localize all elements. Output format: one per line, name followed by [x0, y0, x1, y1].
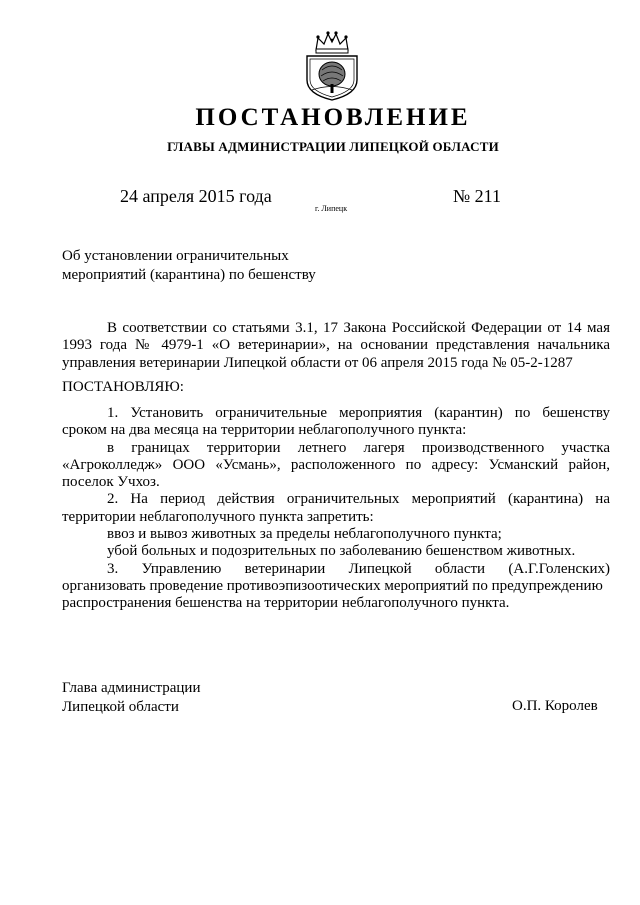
preamble-line: 1993 года № 4979-1 «О ветеринарии», на основании представления начальника [62, 337, 610, 354]
item-line: 2. На период действия ограничительных мероприятий (карантина) на [107, 491, 610, 508]
document-title: ПОСТАНОВЛЕНИЕ [195, 104, 471, 131]
signatory-position [62, 679, 200, 717]
item-line: 1. Установить ограничительные мероприятия (карантин) по бешенству [107, 405, 610, 421]
item-line: в границах территории летнего лагеря производственного участка [107, 439, 610, 456]
item-line: сроком на два месяца на территории неблагополучного пункта: [62, 422, 467, 439]
item-line: 3. Управлению ветеринарии Липецкой области (А.Г.Голенских) [107, 560, 610, 577]
item-line: распространения бешенства на территории неблагополучного пункта. [62, 595, 510, 612]
signatory-position-line: Липецкой области [62, 699, 179, 715]
item-line: убой больных и подозрительных по заболеванию бешенством животных. [107, 543, 576, 560]
document-city: г. Липецк [315, 204, 348, 213]
preamble-line: В соответствии со статьями 3.1, 17 Закона Российской Федерации от 14 мая [107, 320, 610, 336]
signatory-name: О.П. Королев [512, 698, 598, 714]
signatory-position-line: Глава администрации [62, 680, 201, 696]
item-line: ввоз и вывоз животных за пределы неблагополучного пункта; [107, 526, 502, 543]
preamble-line: управления ветеринарии Липецкой области от 06 апреля 2015 года № 05-2-1287 [62, 354, 573, 371]
subject-line: Об установлении ограничительных [62, 248, 289, 264]
document-subject [62, 247, 316, 285]
subject-line: мероприятий (карантина) по бешенству [62, 267, 316, 283]
coat-of-arms-icon [302, 28, 362, 102]
decree-items [62, 405, 610, 613]
document-number: № 211 [453, 186, 502, 206]
issuer-subtitle: ГЛАВЫ АДМИНИСТРАЦИИ ЛИПЕЦКОЙ ОБЛАСТИ [167, 139, 499, 154]
preamble [62, 320, 610, 372]
document-date: 24 апреля 2015 года [120, 186, 272, 206]
decree-word: ПОСТАНОВЛЯЮ: [62, 379, 184, 395]
item-line: поселок Учхоз. [62, 474, 160, 491]
item-line: территории неблагополучного пункта запретить: [62, 508, 374, 525]
item-line: организовать проведение противоэпизоотических мероприятий по предупреждению [62, 577, 603, 594]
item-line: «Агроколледж» ООО «Усмань», расположенного по адресу: Усманский район, [62, 456, 610, 473]
